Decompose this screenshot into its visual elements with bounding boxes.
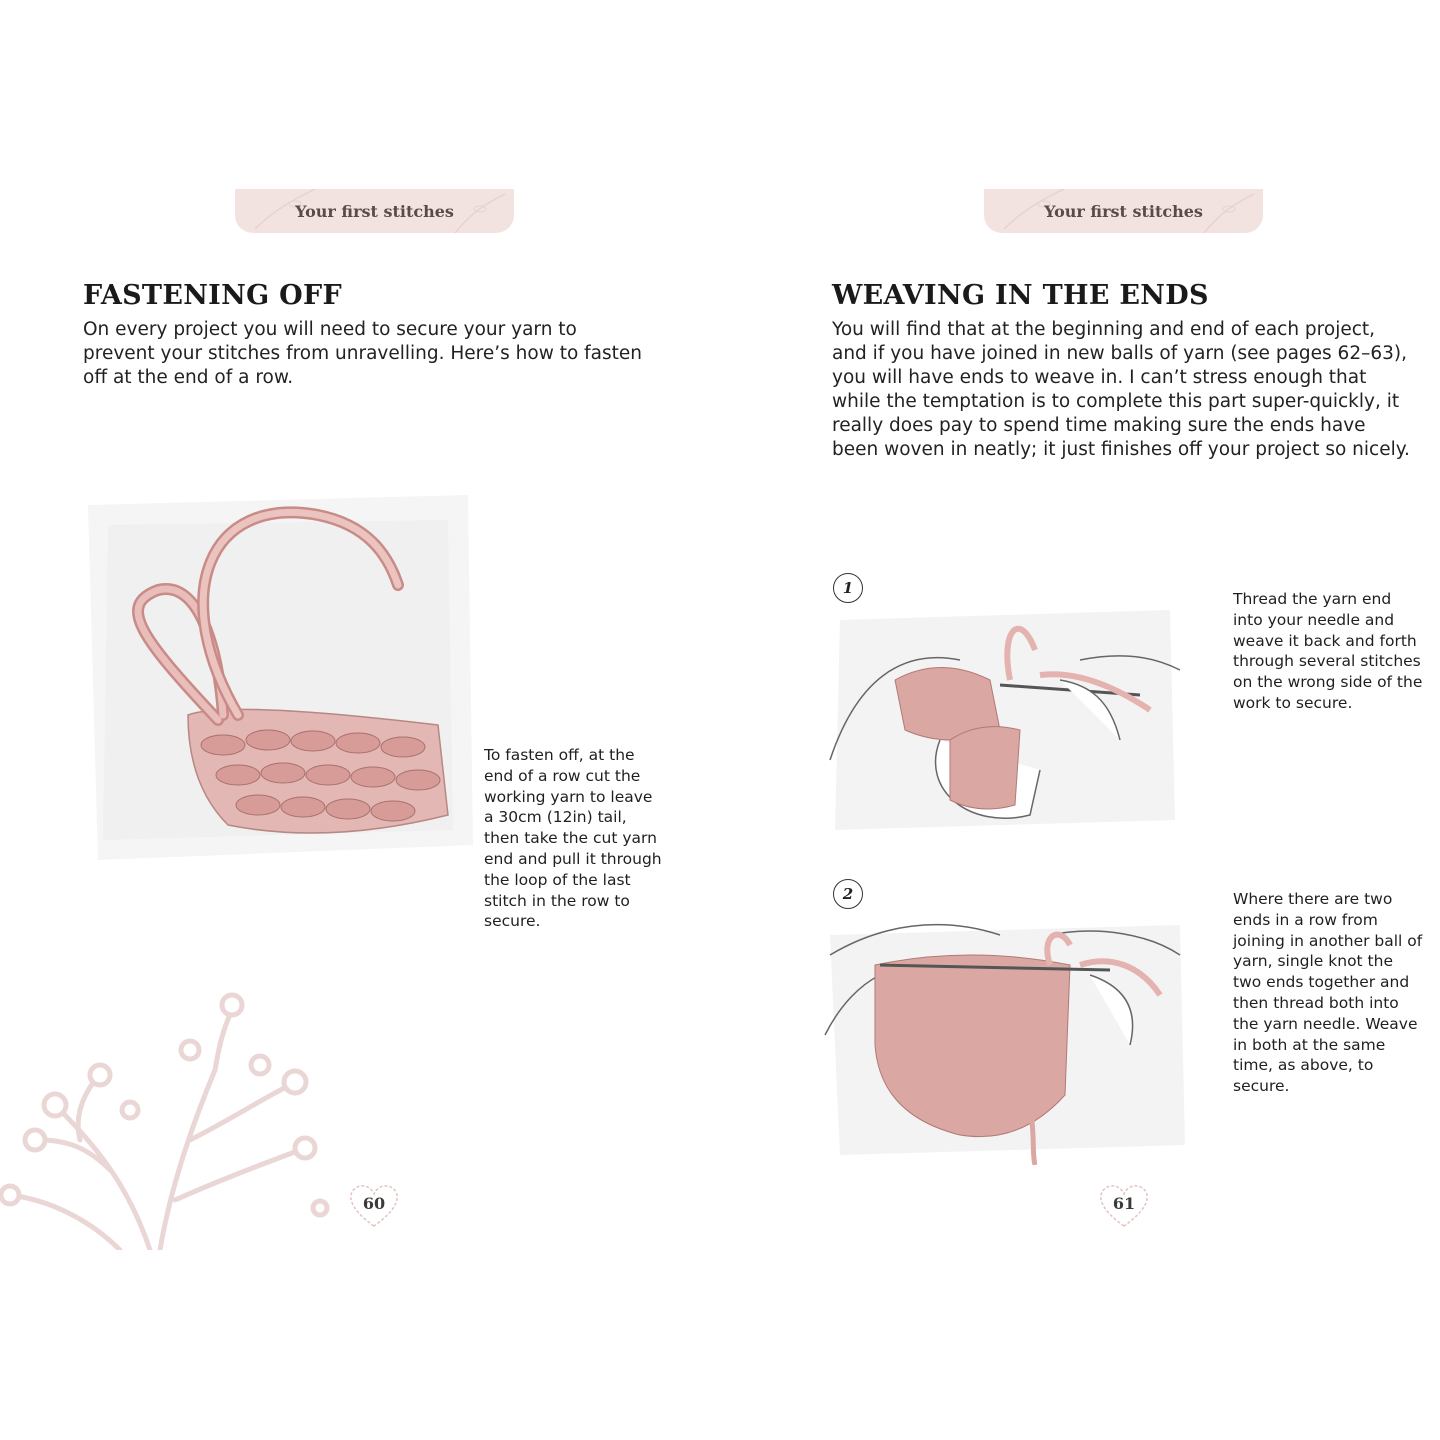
section-tab [235,189,514,233]
step-1-illustration [820,590,1190,840]
step-2-illustration [820,895,1190,1165]
section-heading: FASTENING OFF [83,280,342,311]
fastening-off-caption: To fasten off, at the end of a row cut the working yarn to leave a 30cm (12in) tail, then take the cut yarn end and pull it through the loop of the last stitch in the row to secure. [484,746,662,931]
fastening-off-illustration [78,485,478,865]
intro-paragraph: You will find that at the beginning and end of each project, and if you have joined in new balls of yarn (see pages 62–63), you will have ends to weave in. I can’t stress enough that while the temptation is to complete this part super-quickly, it really does pay to spend time making sure the ends have been woven in neatly; it just finishes off your project so nicely. [832,319,1410,460]
step-1-caption: Thread the yarn end into your needle and weave it back and forth through several stitches on the wrong side of the work to secure. [1233,590,1423,712]
section-heading: WEAVING IN THE ENDS [832,280,1209,311]
floral-branch-icon [0,990,340,1250]
intro-paragraph: On every project you will need to secure your yarn to prevent your stitches from unravelling. Here’s how to fasten off at the end of a row. [83,319,643,388]
right-page [720,0,1440,1440]
section-tab-label: Your first stitches [1044,201,1203,221]
section-tab [984,189,1263,233]
step-number-1: 1 [833,573,863,603]
section-tab-label: Your first stitches [295,201,454,221]
step-number-2: 2 [833,879,863,909]
page-number: 60 [344,1180,404,1230]
page-number: 61 [1094,1180,1154,1230]
step-2-caption: Where there are two ends in a row from joining in another ball of yarn, single knot the two ends together and then thread both into the yarn needle. Weave in both at the same time, as above, to secure. [1233,890,1423,1096]
